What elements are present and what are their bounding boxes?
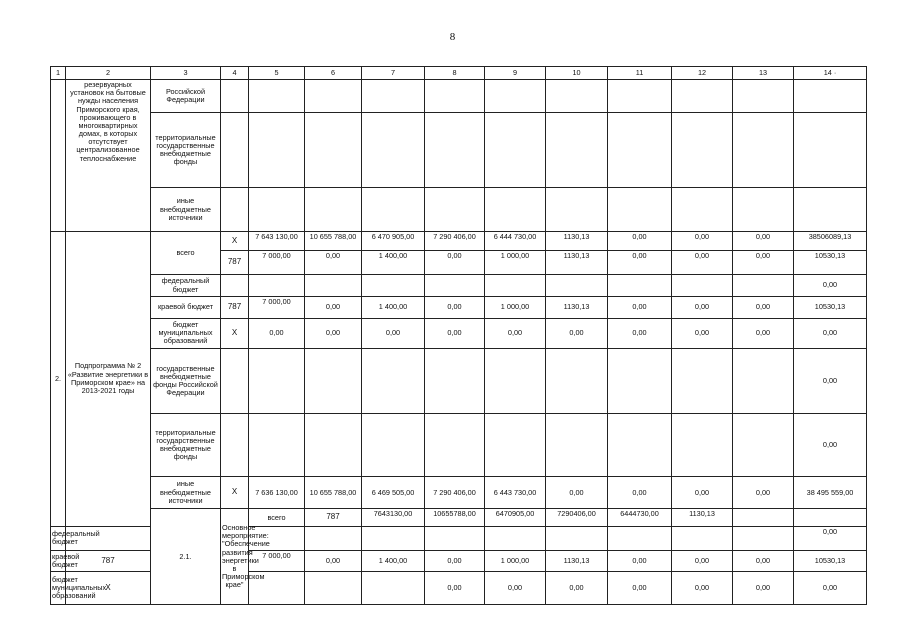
row-number: 2. — [54, 373, 62, 383]
header-cell: 14 · — [794, 67, 867, 80]
source-label: территориальные государственные внебюджетные фонды — [151, 112, 221, 188]
table-row — [51, 296, 867, 318]
code-cell: X — [221, 318, 249, 348]
code-cell — [221, 275, 249, 297]
value-cell: 0,00 — [733, 296, 794, 318]
header-cell: 7 — [362, 67, 425, 80]
budget-table — [50, 66, 867, 605]
source-label: бюджет муниципальных образований — [51, 572, 66, 605]
source-label: федеральный бюджет — [51, 526, 66, 550]
value-cell: 0,00 — [485, 318, 546, 348]
value-cell: 0,00 — [794, 318, 867, 348]
header-cell: 5 — [249, 67, 305, 80]
row-number-cell — [51, 231, 66, 526]
value-cell: 0,00 — [485, 572, 546, 605]
code-cell: X — [221, 231, 249, 251]
value-cell: 0,00 — [672, 572, 733, 605]
subprogram-name: Подпрограмма № 2 «Развитие энергетики в Приморском крае» на 2013-2021 годы — [66, 231, 151, 526]
code-cell: 787 — [305, 509, 362, 526]
value-cell: 0,00 — [608, 476, 672, 509]
value-cell: 10655788,00 — [425, 509, 485, 526]
value-cell: 0,00 — [425, 572, 485, 605]
value-cell: 0,00 — [249, 318, 305, 348]
value-cell: 6 443 730,00 — [485, 476, 546, 509]
value-cell: 0,00 — [305, 318, 362, 348]
value-cell: 0,00 — [305, 251, 362, 275]
value-cell: 6444730,00 — [608, 509, 672, 526]
value-cell: 7290406,00 — [546, 509, 608, 526]
source-label: территориальные государственные внебюджетные фонды — [151, 414, 221, 477]
value-cell: 1130,13 — [546, 251, 608, 275]
value-cell: 1 400,00 — [362, 296, 425, 318]
value-cell: 1 400,00 — [362, 251, 425, 275]
value-cell: 0,00 — [546, 572, 608, 605]
source-label: всего — [151, 231, 221, 274]
value-cell: 0,00 — [733, 318, 794, 348]
value-cell: 0,00 — [672, 231, 733, 251]
value-cell: 0,00 — [546, 318, 608, 348]
header-cell: 3 — [151, 67, 221, 80]
value-cell: 0,00 — [794, 275, 867, 297]
value-cell: 0,00 — [794, 414, 867, 477]
header-row — [51, 67, 867, 80]
source-label: Российской Федерации — [151, 80, 221, 113]
value-cell: 0,00 — [733, 476, 794, 509]
value-cell: 6 444 730,00 — [485, 231, 546, 251]
source-label: всего — [249, 509, 305, 526]
table-row — [51, 348, 867, 413]
header-cell: 6 — [305, 67, 362, 80]
value-cell: 7643130,00 — [362, 509, 425, 526]
value-cell: 0,00 — [425, 550, 485, 572]
header-cell: 8 — [425, 67, 485, 80]
value-cell: 10 655 788,00 — [305, 231, 362, 251]
value-cell: 0,00 — [362, 318, 425, 348]
measure-name: Основное мероприятие: "Обеспечение развития энергетики в Приморском крае" — [221, 509, 249, 605]
value-cell: 7 000,00 — [249, 550, 305, 572]
source-label: бюджет муниципальных образований — [151, 318, 221, 348]
code-cell: X — [221, 476, 249, 509]
header-cell: 2 — [66, 67, 151, 80]
table-row — [51, 509, 867, 526]
value-cell: 7 290 406,00 — [425, 231, 485, 251]
header-cell: 13 — [733, 67, 794, 80]
table-row — [51, 80, 867, 113]
value-cell: 7 643 130,00 — [249, 231, 305, 251]
value-cell: 0,00 — [733, 231, 794, 251]
value-cell: 6 469 505,00 — [362, 476, 425, 509]
value-cell: 1130,13 — [546, 231, 608, 251]
value-cell: 0,00 — [733, 251, 794, 275]
value-cell: 7 636 130,00 — [249, 476, 305, 509]
source-label: иные внебюджетные источники — [151, 188, 221, 231]
header-cell: 11 — [608, 67, 672, 80]
value-cell: 0,00 — [608, 572, 672, 605]
value-cell: 10530,13 — [794, 251, 867, 275]
value-cell: 0,00 — [794, 526, 867, 550]
value-cell: 0,00 — [305, 296, 362, 318]
table-row — [51, 318, 867, 348]
page-number: 8 — [449, 31, 456, 43]
value-cell: 38 495 559,00 — [794, 476, 867, 509]
value-cell: 0,00 — [794, 348, 867, 413]
source-label: государственные внебюджетные фонды Российской Федерации — [151, 348, 221, 413]
value-cell: 0,00 — [608, 318, 672, 348]
table-row — [51, 414, 867, 477]
header-cell: 12 — [672, 67, 733, 80]
value-cell: 1 000,00 — [485, 251, 546, 275]
value-cell: 0,00 — [425, 251, 485, 275]
value-cell: 7 290 406,00 — [425, 476, 485, 509]
value-cell: 1 400,00 — [362, 550, 425, 572]
value-cell: 1130,13 — [546, 550, 608, 572]
row-number-cell — [51, 80, 66, 232]
source-label: федеральный бюджет — [151, 275, 221, 297]
value-cell: 0,00 — [672, 476, 733, 509]
value-cell: 0,00 — [608, 231, 672, 251]
header-cell: 1 — [51, 67, 66, 80]
value-cell: 0,00 — [546, 476, 608, 509]
value-cell: 0,00 — [425, 296, 485, 318]
header-cell: 4 — [221, 67, 249, 80]
value-cell: 0,00 — [794, 572, 867, 605]
value-cell: 1 000,00 — [485, 296, 546, 318]
value-cell: 38506089,13 — [794, 231, 867, 251]
value-cell — [733, 509, 794, 526]
value-cell: 1 000,00 — [485, 550, 546, 572]
code-cell: 787 — [221, 296, 249, 318]
value-cell: 0,00 — [733, 572, 794, 605]
value-cell: 6470905,00 — [485, 509, 546, 526]
value-cell: 0,00 — [608, 550, 672, 572]
value-cell: 0,00 — [733, 550, 794, 572]
table-row — [51, 188, 867, 231]
table-row — [51, 476, 867, 509]
table-row — [51, 275, 867, 297]
value-cell: 0,00 — [672, 550, 733, 572]
value-cell — [305, 572, 362, 605]
value-cell: 0,00 — [608, 296, 672, 318]
value-cell: 0,00 — [305, 550, 362, 572]
source-label: краевой бюджет — [51, 550, 66, 572]
value-cell — [362, 572, 425, 605]
source-label: иные внебюджетные источники — [151, 476, 221, 509]
code-cell: 787 — [66, 550, 151, 572]
value-cell: 1130,13 — [672, 509, 733, 526]
value-cell: 6 470 905,00 — [362, 231, 425, 251]
value-cell: 0,00 — [425, 318, 485, 348]
value-cell: 0,00 — [672, 318, 733, 348]
value-cell: 0,00 — [608, 251, 672, 275]
value-cell: 10 655 788,00 — [305, 476, 362, 509]
value-cell: 10530,13 — [794, 296, 867, 318]
header-cell: 9 — [485, 67, 546, 80]
measure-name: резервуарных установок на бытовые нужды населения Приморского края, проживающего в многоквартирных домах, в которых отсутствует централизованное теплоснабжение — [66, 80, 151, 232]
value-cell: 10530,13 — [794, 550, 867, 572]
value-cell: 7 000,00 — [249, 296, 305, 318]
table-row — [51, 231, 867, 251]
value-cell: 0,00 — [672, 251, 733, 275]
value-cell: 0,00 — [672, 296, 733, 318]
row-number-cell: 2.1. — [151, 509, 221, 605]
value-cell: 7 000,00 — [249, 251, 305, 275]
code-cell: X — [66, 572, 151, 605]
code-cell: 787 — [221, 251, 249, 275]
value-cell: 1130,13 — [546, 296, 608, 318]
source-label: краевой бюджет — [151, 296, 221, 318]
value-cell — [794, 509, 867, 526]
header-cell: 10 — [546, 67, 608, 80]
table-row — [51, 112, 867, 188]
